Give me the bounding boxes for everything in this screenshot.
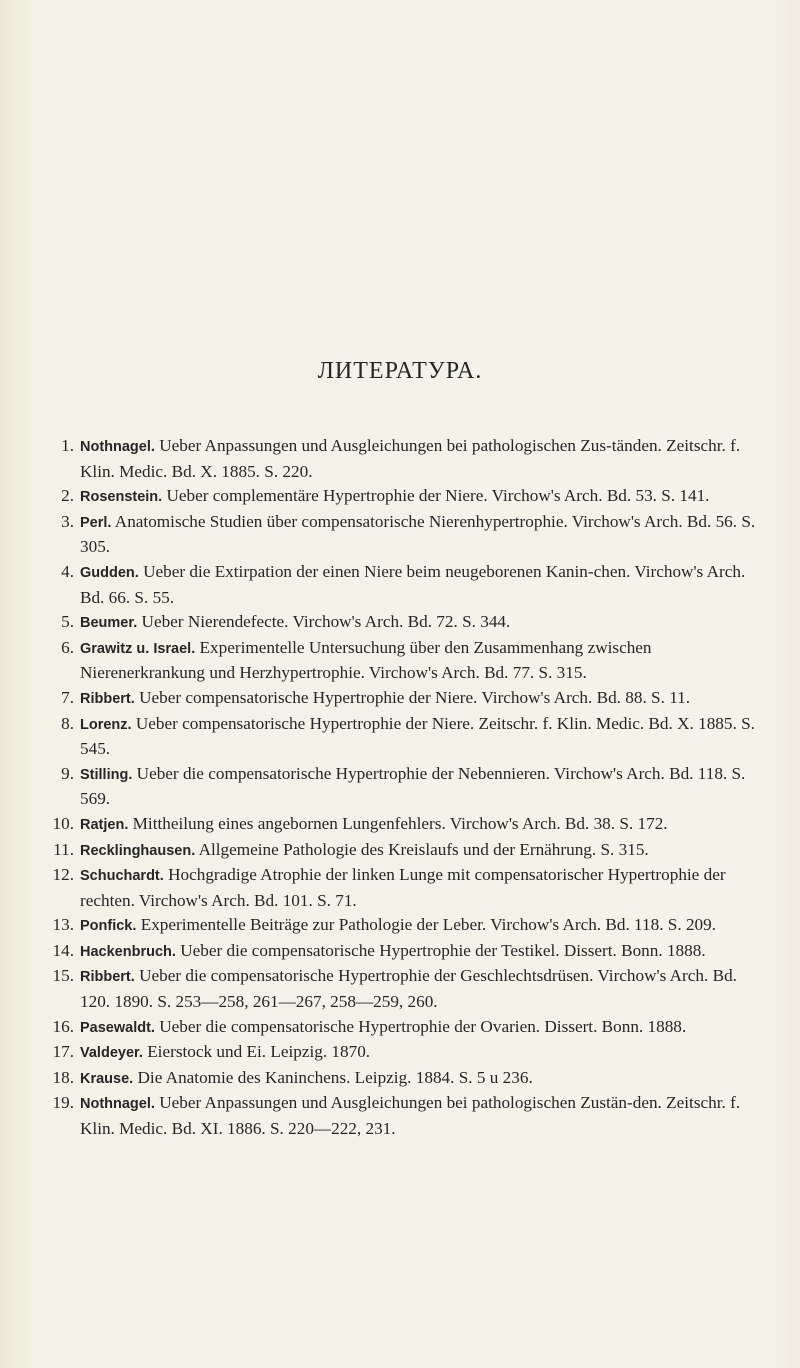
reference-author: Grawitz u. Israel.: [80, 640, 196, 657]
reference-author: Pasewaldt.: [80, 1019, 155, 1036]
reference-author: Beumer.: [80, 615, 138, 632]
reference-number: 3.: [61, 511, 74, 531]
reference-item: [46, 510, 766, 560]
reference-text: Ueber die Extirpation der einen Niere beim neugeborenen Kanin-chen. Virchow's Arch. Bd. 66. S. 55.: [80, 561, 746, 607]
reference-text: Experimentelle Beiträge zur Pathologie der Leber. Virchow's Arch. Bd. 118. S. 209.: [140, 915, 717, 935]
reference-author: Valdeyer.: [80, 1045, 143, 1062]
reference-item: [46, 964, 766, 1014]
reference-text: Die Anatomie des Kaninchens. Leipzig. 1884. S. 5 u 236.: [137, 1067, 533, 1087]
reference-item: [46, 560, 766, 610]
reference-author: Ribbert.: [80, 690, 135, 707]
reference-item: [46, 434, 766, 484]
reference-author: Hackenbruch.: [80, 943, 176, 960]
reference-text: Ueber complementäre Hypertrophie der Niere. Virchow's Arch. Bd. 53. S. 141.: [166, 486, 710, 506]
reference-item: [46, 762, 766, 812]
reference-number: 13.: [52, 915, 74, 935]
reference-item: [46, 1091, 766, 1141]
reference-author: Lorenz.: [80, 716, 132, 733]
reference-text: Anatomische Studien über compensatorische Nierenhypertrophie. Virchow's Arch. Bd. 56. S. 305.: [80, 511, 756, 557]
reference-author: Ponfick.: [80, 918, 137, 935]
reference-author: Nothnagel.: [80, 439, 155, 455]
reference-text: Ueber Anpassungen und Ausgleichungen bei pathologischen Zustän-den. Zeitschr. f. Klin. Medic. Bd. XI. 1886. S. 220—222, 231.: [80, 1093, 741, 1139]
reference-author: Ratjen.: [80, 816, 129, 833]
reference-item: [46, 610, 766, 636]
reference-number: 18.: [52, 1067, 74, 1087]
reference-item: [46, 636, 766, 686]
reference-text: Eierstock und Ei. Leipzig. 1870.: [147, 1042, 371, 1062]
reference-list: [46, 434, 766, 1142]
reference-author: Krause.: [80, 1070, 134, 1087]
reference-author: Nothnagel.: [80, 1096, 155, 1113]
reference-number: 17.: [52, 1042, 74, 1062]
reference-number: 14.: [52, 940, 74, 960]
reference-number: 6.: [61, 637, 74, 657]
reference-number: 19.: [52, 1093, 74, 1113]
reference-author: Stilling.: [80, 766, 133, 783]
reference-item: [46, 484, 766, 510]
reference-number: 10.: [52, 813, 74, 833]
reference-author: Schuchardt.: [80, 868, 164, 885]
reference-item: [46, 686, 766, 712]
reference-number: 7.: [61, 687, 74, 707]
reference-text: Hochgradige Atrophie der linken Lunge mit compensatorischer Hypertrophie der rechten. Virchow's Arch. Bd. 101. S. 71.: [80, 865, 726, 910]
reference-text: Ueber die compensatorische Hypertrophie der Geschlechtsdrüsen. Virchow's Arch. Bd. 120. 1890. S. 253—258, 261—267, 258—259, 260.: [80, 966, 737, 1012]
page-title: ЛИТЕРАТУРА.: [317, 358, 483, 384]
reference-text: Allgemeine Pathologie des Kreislaufs und der Ernährung. S. 315.: [198, 839, 649, 859]
reference-number: 9.: [61, 763, 74, 783]
reference-author: Rosenstein.: [80, 489, 163, 506]
reference-number: 1.: [61, 436, 74, 455]
reference-text: Ueber die compensatorische Hypertrophie der Nebennieren. Virchow's Arch. Bd. 118. S. 569.: [80, 763, 746, 809]
reference-item: [46, 838, 766, 864]
reference-number: 11.: [53, 839, 74, 859]
reference-text: Ueber die compensatorische Hypertrophie der Testikel. Dissert. Bonn. 1888.: [180, 940, 706, 960]
reference-text: Ueber compensatorische Hypertrophie der Niere. Virchow's Arch. Bd. 88. S. 11.: [139, 687, 691, 707]
reference-text: Ueber Anpassungen und Ausgleichungen bei pathologischen Zus-tänden. Zeitschr. f. Klin. Medic. Bd. X. 1885. S. 220.: [80, 436, 741, 481]
reference-author: Ribbert.: [80, 969, 135, 986]
reference-item: [46, 1066, 766, 1092]
reference-item: [46, 712, 766, 762]
reference-author: Recklinghausen.: [80, 842, 196, 859]
reference-item: [46, 1015, 766, 1041]
reference-number: 16.: [52, 1016, 74, 1036]
reference-item: [46, 913, 766, 939]
reference-author: Gudden.: [80, 564, 139, 581]
reference-number: 8.: [61, 713, 74, 733]
reference-text: Ueber die compensatorische Hypertrophie der Ovarien. Dissert. Bonn. 1888.: [159, 1016, 687, 1036]
reference-number: 5.: [61, 612, 74, 632]
reference-item: [46, 812, 766, 838]
reference-text: Mittheilung eines angebornen Lungenfehlers. Virchow's Arch. Bd. 38. S. 172.: [132, 813, 668, 833]
reference-text: Ueber Nierendefecte. Virchow's Arch. Bd. 72. S. 344.: [141, 612, 511, 632]
reference-number: 15.: [52, 966, 74, 986]
reference-number: 12.: [52, 865, 74, 885]
reference-author: Perl.: [80, 514, 112, 531]
reference-item: [46, 863, 766, 913]
reference-item: [46, 1040, 766, 1066]
reference-text: Ueber compensatorische Hypertrophie der Niere. Zeitschr. f. Klin. Medic. Bd. X. 1885. S. 545.: [80, 713, 755, 759]
reference-number: 2.: [61, 486, 74, 506]
reference-text: Experimentelle Untersuchung über den Zusammenhang zwischen Nierenerkrankung und Herzhypertrophie. Virchow's Arch. Bd. 77. S. 315.: [80, 637, 652, 683]
reference-item: [46, 939, 766, 965]
reference-number: 4.: [61, 561, 74, 581]
